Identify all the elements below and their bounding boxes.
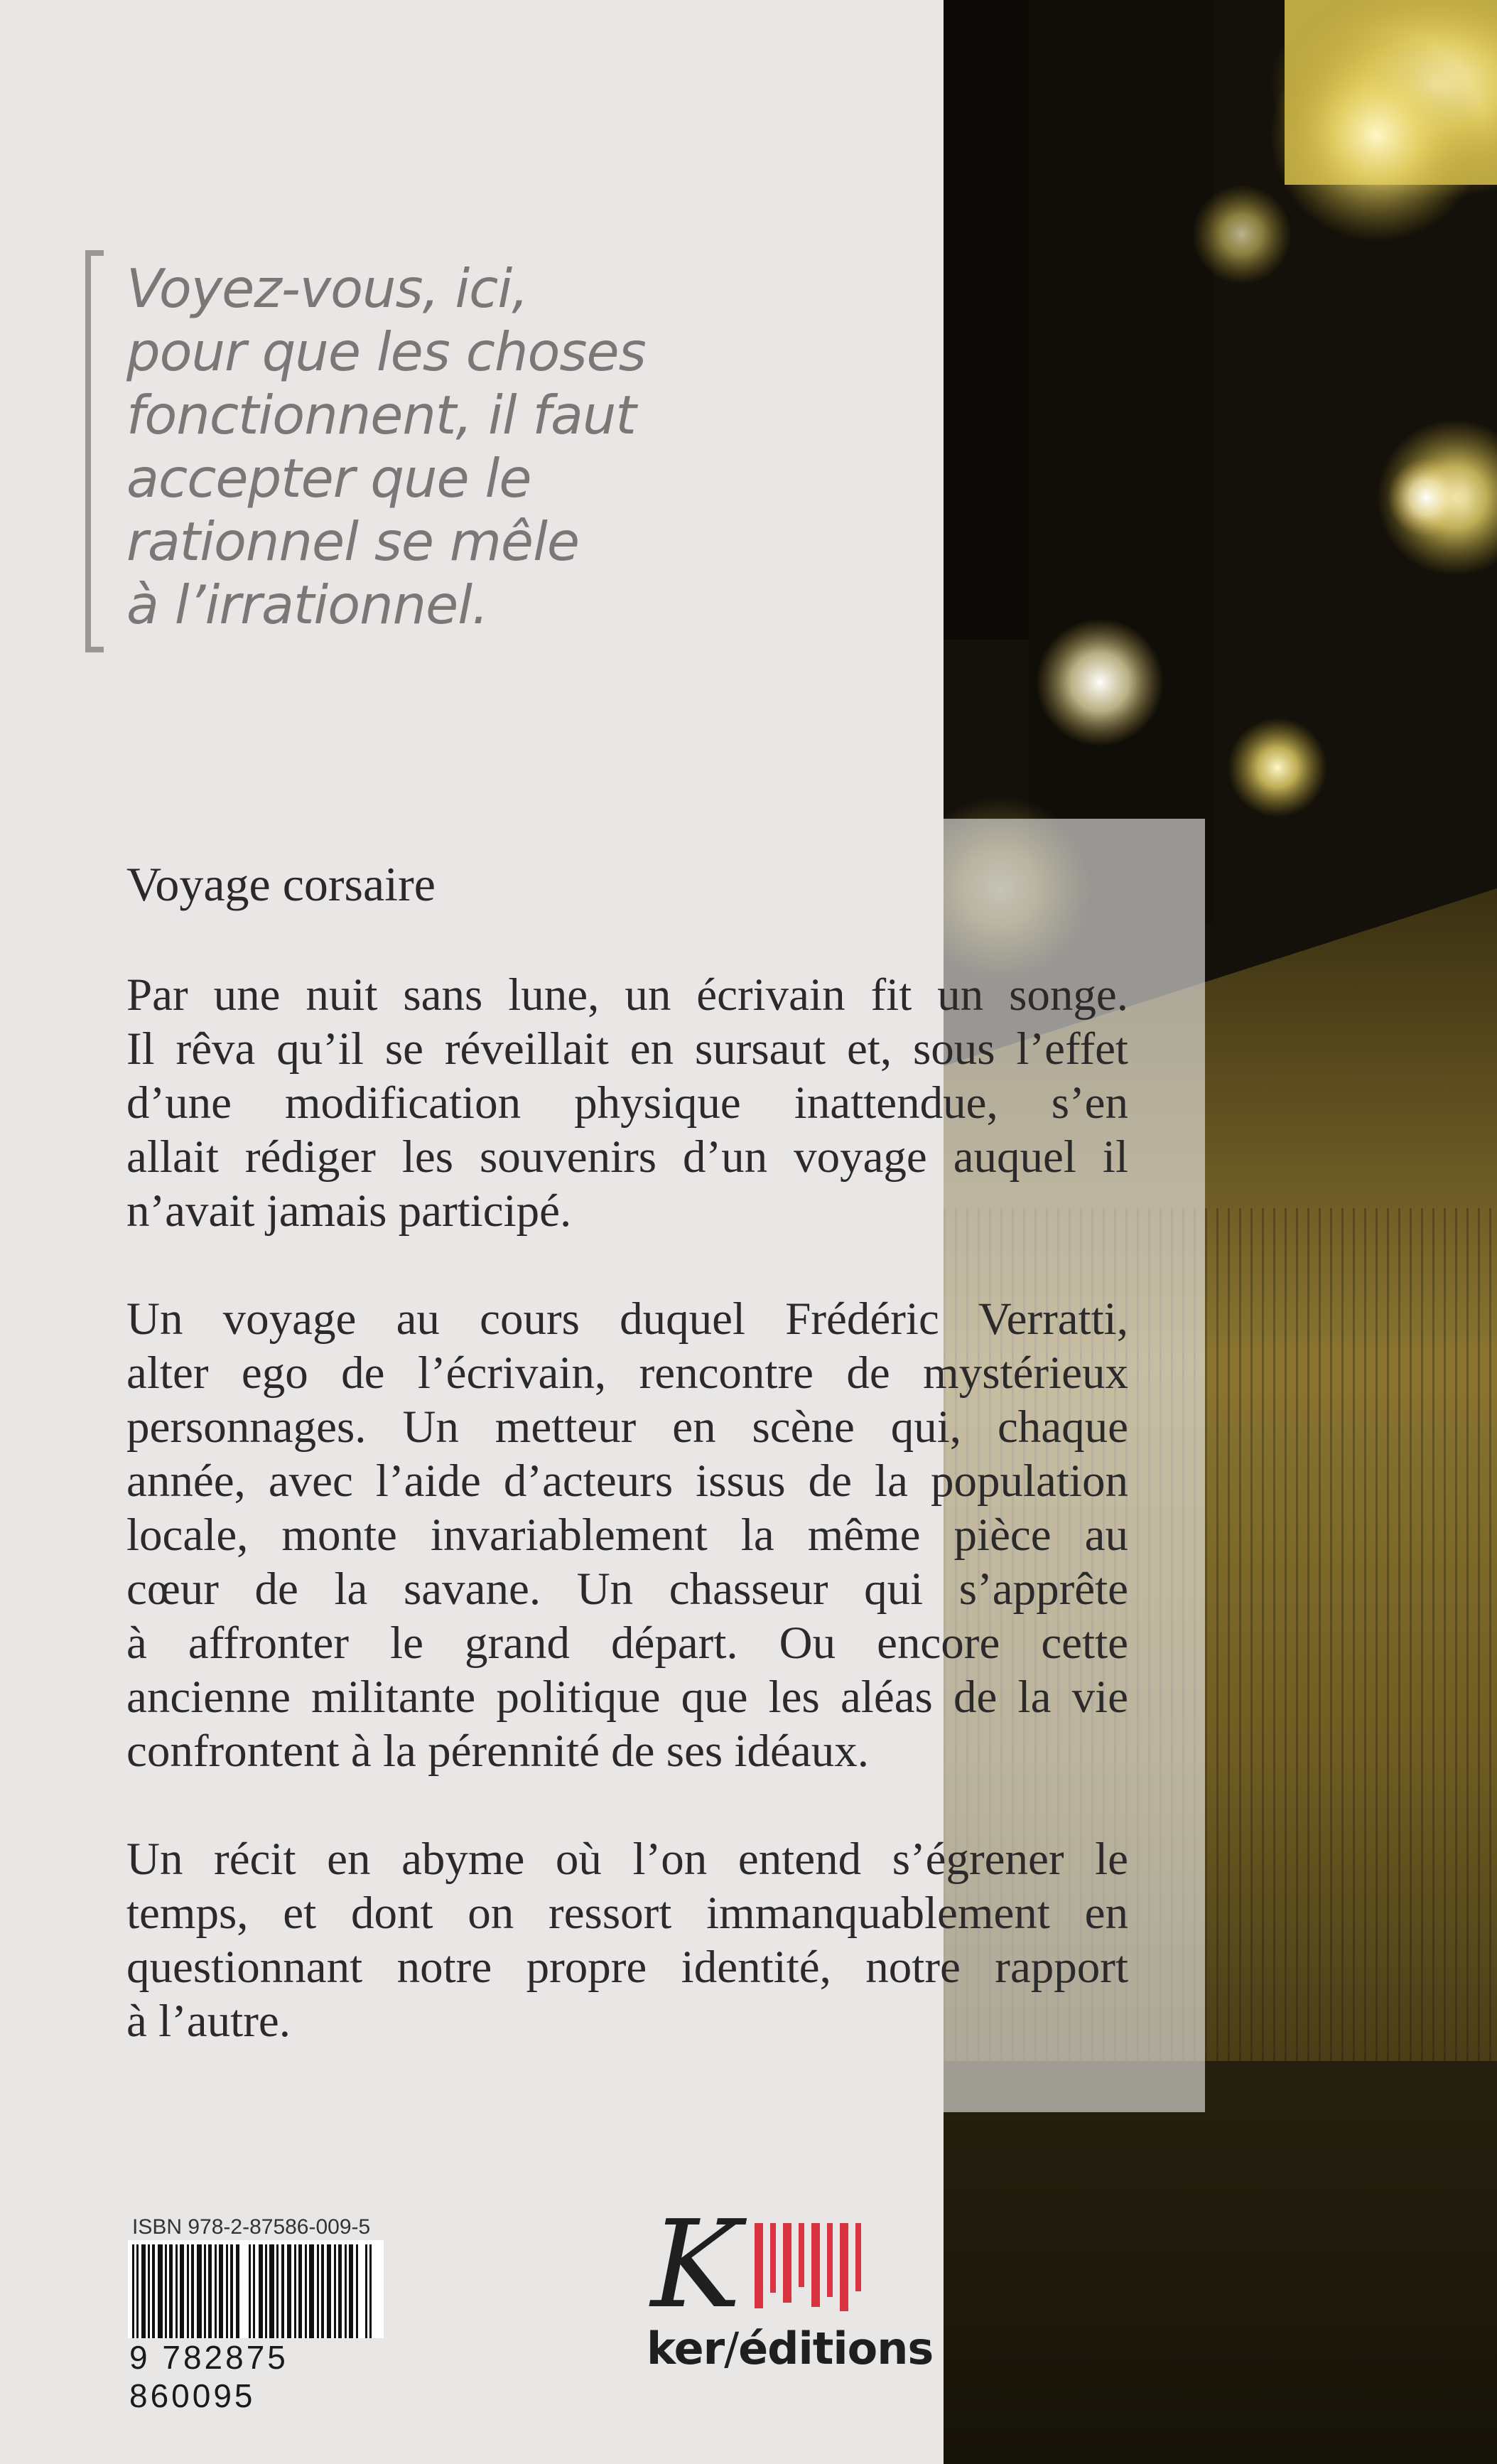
logo-name-right: éditions <box>738 2323 934 2374</box>
blurb-line: temps, et dont on ressort immanquablement en <box>126 1888 1128 1939</box>
book-title: Voyage corsaire <box>126 857 436 911</box>
isbn-label: ISBN 978-2-87586-009-5 <box>132 2215 371 2239</box>
blurb <box>126 968 1128 2102</box>
quote-line: rationnel se mêle <box>126 510 580 573</box>
blurb-line: Un récit en abyme où l’on entend s’égrener le <box>126 1834 1128 1885</box>
logo-k-letter: K <box>651 2195 742 2335</box>
blurb-line: alter ego de l’écrivain, rencontre de mystérieux <box>126 1347 1128 1399</box>
blurb-line: Par une nuit sans lune, un écrivain fit un songe. <box>126 969 1128 1021</box>
pull-quote <box>126 257 666 637</box>
blurb-line: confrontent à la pérennité de ses idéaux. <box>126 1726 869 1777</box>
blurb-line: à affronter le grand départ. Ou encore cette <box>126 1618 1128 1669</box>
quote-line: Voyez-vous, ici, <box>126 257 529 320</box>
blurb-line: questionnant notre propre identité, notre rapport <box>126 1942 1128 1993</box>
blurb-paragraph-2 <box>126 1292 1128 1778</box>
quote-line: à l’irrationnel. <box>126 574 488 636</box>
quote-line: accepter que le <box>126 447 531 510</box>
logo-name-left: ker <box>647 2323 725 2374</box>
blurb-line: ancienne militante politique que les aléas de la vie <box>126 1672 1128 1723</box>
blurb-paragraph-3 <box>126 1832 1128 2048</box>
blurb-line: Il rêva qu’il se réveillait en sursaut et, sous l’effet <box>126 1023 1128 1075</box>
blurb-paragraph-1 <box>126 968 1128 1238</box>
barcode-digits: 9 782875 860095 <box>128 2338 385 2415</box>
logo-bars-icon <box>755 2223 868 2315</box>
quote-line: pour que les choses <box>126 321 646 383</box>
quote-line: fonctionnent, il faut <box>126 384 636 446</box>
blurb-line: à l’autre. <box>126 1996 291 2047</box>
blurb-line: personnages. Un metteur en scène qui, chaque <box>126 1402 1128 1453</box>
blurb-line: n’avait jamais participé. <box>126 1185 572 1237</box>
blurb-line: cœur de la savane. Un chasseur qui s’apprête <box>126 1564 1128 1615</box>
blurb-line: année, avec l’aide d’acteurs issus de la population <box>126 1456 1128 1507</box>
quote-bracket <box>85 250 104 652</box>
logo-wordmark: ker/éditions <box>647 2323 934 2374</box>
blurb-line: locale, monte invariablement la même pièce au <box>126 1510 1128 1561</box>
blurb-line: allait rédiger les souvenirs d’un voyage auquel il <box>126 1131 1128 1183</box>
blurb-line: Un voyage au cours duquel Frédéric Verratti, <box>126 1293 1128 1345</box>
blurb-line: d’une modification physique inattendue, s’en <box>126 1077 1128 1129</box>
publisher-logo <box>647 2195 934 2387</box>
